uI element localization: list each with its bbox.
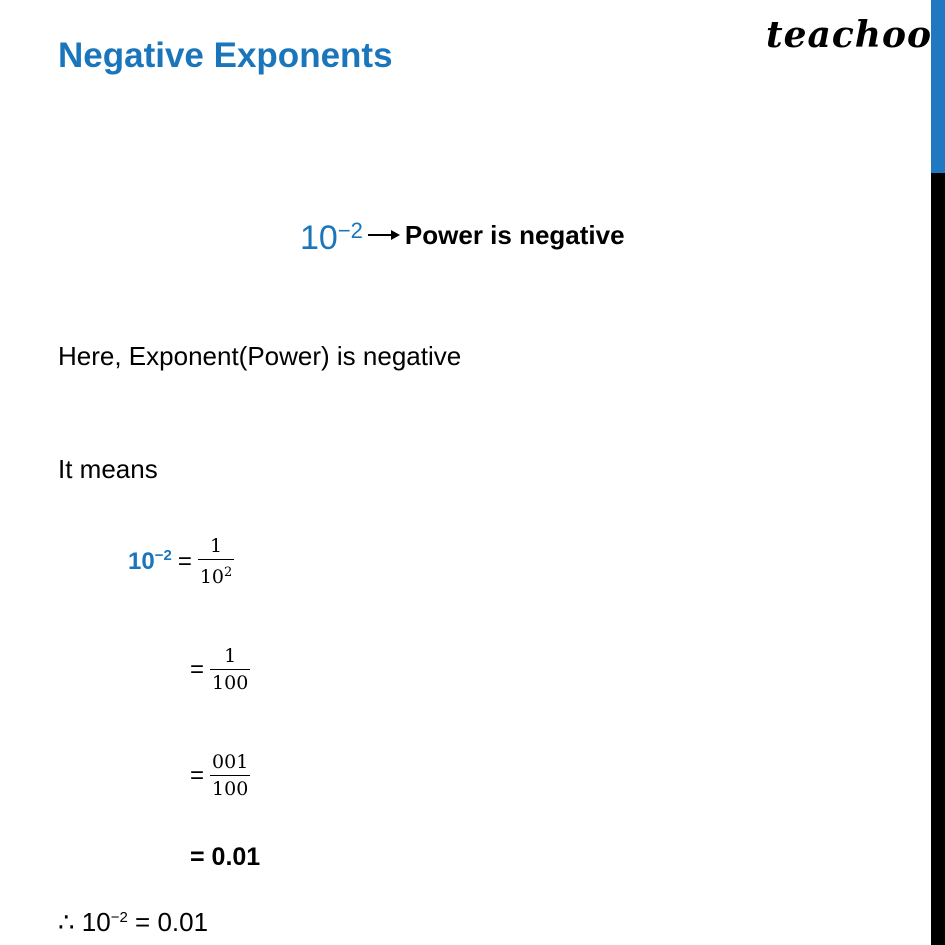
it-means-text: It means [58,454,158,484]
fraction-3 [210,749,250,802]
step-1-lhs [128,547,172,576]
exponent-expression [300,218,625,258]
fraction-3-denominator: 100 [210,775,250,802]
step-4-result: = 0.01 [190,843,261,871]
lhs-exponent: −2 [154,547,172,564]
right-arrow-icon [367,228,401,242]
fraction-1 [198,533,234,590]
expression-exponent: −2 [337,218,363,243]
expression-note: Power is negative [404,220,625,250]
conclusion-exponent: −2 [110,909,128,926]
teachoo-logo: teachoo [766,14,932,56]
conclusion-base: 10 [81,907,111,937]
therefore-symbol: ∴ [58,907,75,937]
step-1 [128,533,234,590]
fraction-1-denominator [198,559,234,590]
right-side-bar-accent [931,0,945,173]
step-2 [190,643,250,696]
conclusion [58,907,208,938]
fraction-1-numerator: 1 [210,535,223,557]
step-3 [190,749,250,802]
equals-sign: = [177,547,192,575]
page-title: Negative Exponents [58,36,393,75]
equals-sign: = [190,655,205,683]
fraction-2 [210,643,250,696]
fraction-3-numerator: 001 [212,751,249,773]
den-base: 10 [199,566,225,588]
fraction-2-numerator: 1 [224,645,237,667]
conclusion-result: = 0.01 [135,907,209,937]
here-text: Here, Exponent(Power) is negative [58,341,462,371]
fraction-2-denominator: 100 [210,669,250,696]
expression-base: 10 [300,219,338,257]
lhs-base: 10 [128,548,155,575]
den-exponent: 2 [224,565,233,580]
equals-sign: = [190,761,205,789]
